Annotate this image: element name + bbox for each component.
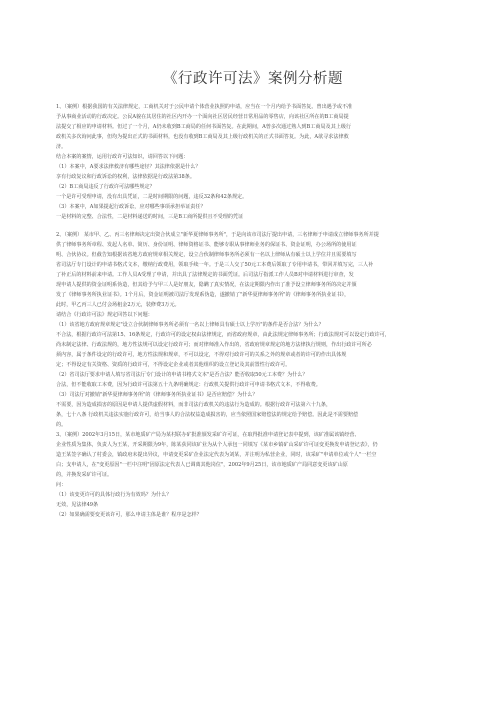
text-line: 尚未制定法律、行政法规的，地方性法规可以设定行政许可；而对律师准入作出的，省政府规章规定的地方法律执行规则，作出行政许可所必 [56, 342, 372, 348]
text-line: 济。 [56, 144, 67, 150]
text-line: 3、（案例）2002年3月15日，某市地质矿产局为某村联办矿批准颁发采矿许可证，在取得批准申请登记表中提到，该矿准属该镇经营、 [56, 432, 360, 438]
text-line: （1）该省地方政府规章规定"设立合伙制律师事务所必须有一名以上律师具有硕士以上学历"的条件是否合法？为什么？ [56, 322, 324, 328]
text-line: 予从事商业活动的行政决定。公民A貌在其居住的社区内开办一个面向社区居民经营日常用品的零售店，向该社区所在的B工商局提 [56, 114, 349, 120]
text-line: 结合本案的案情，运用行政许可法知识，请回答以下问题： [56, 154, 189, 160]
text-line: 一个是许可受理申请，没有出具凭证，二是时间期限的问题，违反32条和42条规定。 [56, 194, 248, 200]
text-line: 的，并换发采矿许可证。 [56, 472, 113, 478]
document-title: 《行政许可法》案例分析题 [163, 71, 343, 87]
text-line: 一是材料的完整、合法性，二是材料递送的时间，三是B工商所提供且不受理的凭证 [56, 214, 244, 220]
text-line: 白；支申请人，在"变更原因"一栏中注明"因原法定代表人已调离其他岗位"，2002年9月25日，该市地质矿产局同意变更该矿山原 [56, 462, 348, 468]
text-line: （1）该变更许可的具体行政行为有效吗？为什么？ [56, 492, 172, 498]
text-line: 请结合《行政许可法》规定回答以下问题： [56, 312, 153, 318]
text-line: 政机关多次询问此事，但均为提出正式的书面材料，也没有收到B工商局及其上级行政机关的正式书面答复。为此，A欲寻求法律救 [56, 134, 349, 140]
text-line: 省司法厅专门设计的申请书格式文本，缴纳行政费用，领取手续一年。于是三人交了50元工本费后领取了专用申请书，带回并填写完，三人补 [56, 262, 374, 268]
text-line: 无效，见法律49条 [56, 502, 99, 508]
text-line: 享有行政复议和行政诉讼的权利，法律依据是行政法第38条。 [56, 174, 195, 180]
paragraph-gap [56, 222, 450, 230]
text-line: 不需要，因为造成损害的原因是申请人提供虚假材料，而非司法行政机关的违法行为造成的。根据行政许可法第六十九条， [56, 402, 332, 408]
text-line: 的。 [56, 422, 67, 428]
text-line: 条，七十八条 行政机关违法实施行政许可，给当事人的合法权益造成损害的，应当依照国家赔偿法的规定给予赔偿。因此是不需要赔偿 [56, 412, 359, 418]
text-line: 不合法，根据行政许可法第15、16条规定，行政许可的设定权由法律规定，而省政府规章，由此法规定律师事务所；行政法规对可以设定行政许可， [56, 332, 390, 338]
text-line: 明、合伙协议。但截告知根据该省地方政府规章相关规定，设立合伙制律师事务所必须有一名以上律师从有硕士以上学位并且需要填写 [56, 252, 357, 258]
text-line: 此时，甲乙丙三人已付会场租金2万元，装修费3万元。 [56, 302, 180, 308]
text-line: （2）如果确需要变更该许可，那么申请主体是谁？程序是怎样？ [56, 512, 202, 518]
text-line: 2、（案例） 某市甲、乙、丙三名律师决定出资合伙成立"新华夏律师事务所"，于是向该市司法厅提出申请，三名律师于申请成立律师事务所并提 [56, 232, 379, 238]
text-line: 现申请人提供的资金证明系伪造，但其给予与甲三人是好朋友，隐瞒了真实情况，在法定期限内作出了准予设立律师事务所的决定并颁 [56, 282, 357, 288]
text-line: 了补正后的材料前来申请。工作人员A受理了申请，并出具了法律规定的书面凭证。后司法厅指派工作人员B对申请材料进行审查，发 [56, 272, 354, 278]
text-line: 1、（案例）根据我国的有关法律规定，工商机关对于公民申请个体营业执照的申请，应当在一个月内给予书面答复。曾出遇予或不准 [56, 104, 353, 110]
text-line: 企业性质为集体，负责人为王某，开采期限为9年，陈某获同该矿业为从个人承包一同填写《某市乡镇矿山采矿许可证变更换发申请登记表》，仍 [56, 442, 378, 448]
text-line: 须内容，属于条件设定的行政许可，地方性法规和规章，不可以设定，不得对行政许可的关系之外的规章或者的许可的作出具体规 [56, 352, 347, 358]
text-line: 问： [56, 482, 67, 488]
text-line: 定；不得设定有关资格、资质的行政许可，不得设定企业或者其他组织的设立登记及其前置性行政许可。 [56, 362, 291, 368]
text-line: 供了律师事务所章程、发起人名单、简历、身份证明、律师资格证书、能够专职从事律师业务的保证书、资金证明，办公场所的使用证 [56, 242, 357, 248]
text-line: （3）本案中，A如果提起行政诉讼，应对哪些事项承担举证责任？ [56, 204, 206, 210]
text-line: 造王某签字确认了村委会，镇政府未提出异议，申请变更采矿企业法定代表为刘某，并注明为私营企业，同时，该采矿"申请单位或个人"一栏空 [56, 452, 377, 458]
text-line: （2）省司法厅要求申请人填写省司法厅专门设计的申请书格式文本"是否合法？能否收取50元工本费？为什么？ [56, 372, 308, 378]
text-line: （1）本案中，A要求法律救济有哪些途径？其法律依据是什么？ [56, 164, 201, 170]
text-line: 法提交了相应的申请材料。但过了一个月，A仍未收到B工商局的任何书面答复。在此期间，A曾多次通过熟人到B工商局及其上级行 [56, 124, 352, 130]
text-line: 发了《律师事务所执业证书》。1个月后，资金证明被司法厅发现系伪造，遂撤销了"新华夏律师事务所"的《律师事务所执业证书》， [56, 292, 350, 298]
document-body [56, 102, 450, 520]
text-line: 合法，但不能收取工本费，因为行政许可法第五十九条明确规定：行政机关提供行政许可申请书格式文本，不得收费。 [56, 382, 321, 388]
text-line: （3）司法厅对撤销"新华夏律师事务所"的《律师事务所执业证书》是否应赔偿？为什么？ [56, 392, 258, 398]
text-line: （2）B工商局违反了行政许可法哪些规定？ [56, 184, 155, 190]
